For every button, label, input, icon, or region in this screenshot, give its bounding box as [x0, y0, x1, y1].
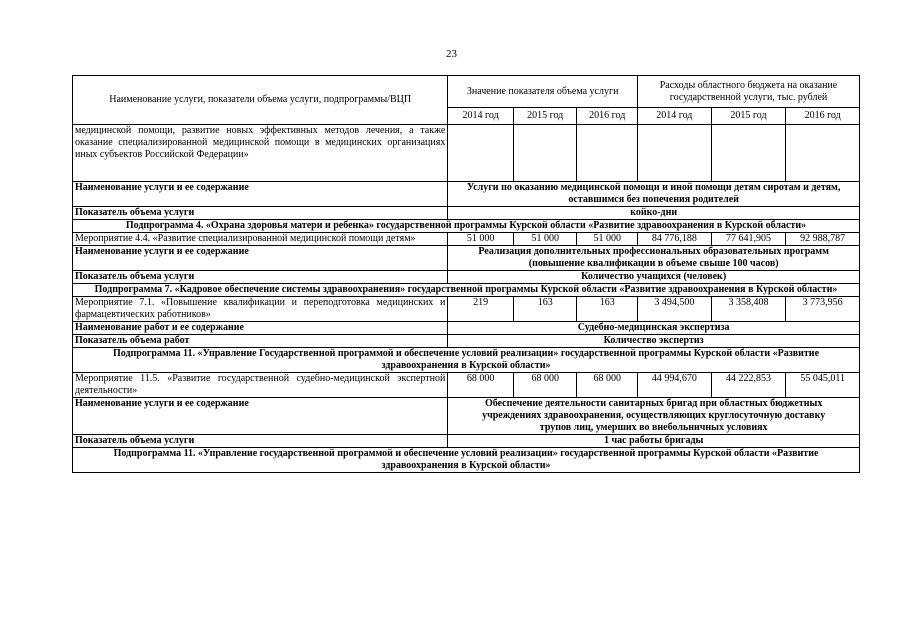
- table-row: [73, 271, 860, 284]
- table-row: [73, 207, 860, 220]
- year-cell: 2014 год: [448, 108, 514, 125]
- subprogram-heading: Подпрограмма 4. «Охрана здоровья матери и ребенка» государственной программы Курской области «Развитие здравоохранения в Курской области»: [73, 220, 860, 233]
- table-row: [73, 348, 860, 373]
- table-row: [73, 182, 860, 207]
- table-row: [73, 284, 860, 297]
- service-label: Наименование услуги и ее содержание: [73, 182, 448, 207]
- table-row: [73, 297, 860, 322]
- value-cell: 163: [577, 297, 638, 322]
- header-budget-expenses: Расходы областного бюджета на оказание государственной услуги, тыс. рублей: [638, 76, 860, 108]
- value-cell: 44 994,670: [638, 373, 712, 398]
- table-row: [73, 125, 860, 182]
- indicator-label: Показатель объема услуги: [73, 435, 448, 448]
- header-service-name: Наименование услуги, показатели объема услуги, подпрограммы/ВЦП: [73, 76, 448, 125]
- year-cell: 2015 год: [513, 108, 577, 125]
- measure-text: Мероприятие 7.1. «Повышение квалификации и переподготовка медицинских и фармацевтических работников»: [73, 297, 448, 322]
- table-row: [73, 435, 860, 448]
- value-cell: 44 222,853: [711, 373, 786, 398]
- work-label: Наименование работ и ее содержание: [73, 322, 448, 335]
- table-row: [73, 448, 860, 473]
- value-cell: 92 988,787: [786, 233, 860, 246]
- indicator-value: Количество экспертиз: [448, 335, 860, 348]
- year-cell: 2016 год: [786, 108, 860, 125]
- header-row: [73, 76, 860, 108]
- continuation-text: медицинской помощи, развитие новых эффективных методов лечения, а также оказание специализированной медицинской помощи в медицинских организациях иных субъектов Российской Федерации»: [73, 125, 448, 182]
- value-cell: 3 358,408: [711, 297, 786, 322]
- indicator-label: Показатель объема услуги: [73, 271, 448, 284]
- indicator-label: Показатель объема услуги: [73, 207, 448, 220]
- table-row: [73, 322, 860, 335]
- service-label: Наименование услуги и ее содержание: [73, 246, 448, 271]
- table-row: [73, 335, 860, 348]
- measure-text: Мероприятие 4.4. «Развитие специализированной медицинской помощи детям»: [73, 233, 448, 246]
- value-cell: 219: [448, 297, 514, 322]
- table-row: [73, 246, 860, 271]
- value-cell: 68 000: [513, 373, 577, 398]
- service-value: Реализация дополнительных профессиональных образовательных программ (повышение квалификации в объеме свыше 100 часов): [448, 246, 860, 271]
- subprogram-heading: Подпрограмма 7. «Кадровое обеспечение системы здравоохранения» государственной программы Курской области «Развитие здравоохранения в Курской области»: [73, 284, 860, 297]
- value-cell: 51 000: [513, 233, 577, 246]
- value-cell: 84 776,188: [638, 233, 712, 246]
- table-row: [73, 373, 860, 398]
- measure-text: Мероприятие 11.5. «Развитие государственной судебно-медицинской экспертной деятельности»: [73, 373, 448, 398]
- subprogram-heading: Подпрограмма 11. «Управление Государственной программой и обеспечение условий реализации» государственной программы Курской области «Развитие здравоохранения в Курской области»: [73, 348, 860, 373]
- service-label: Наименование услуги и ее содержание: [73, 398, 448, 435]
- value-cell: 68 000: [577, 373, 638, 398]
- value-cell: 163: [513, 297, 577, 322]
- subprogram-heading: Подпрограмма 11. «Управление государственной программой и обеспечение условий реализации» государственной программы Курской области «Развитие здравоохранения в Курской области»: [73, 448, 860, 473]
- header-indicator-value: Значение показателя объема услуги: [448, 76, 638, 108]
- page-number: 23: [446, 48, 457, 60]
- table-row: [73, 220, 860, 233]
- value-cell: 55 045,011: [786, 373, 860, 398]
- value-cell: 77 641,905: [711, 233, 786, 246]
- year-cell: 2016 год: [577, 108, 638, 125]
- service-value: Услуги по оказанию медицинской помощи и иной помощи детям сиротам и детям, оставшимся без попечения родителей: [448, 182, 860, 207]
- value-cell: 51 000: [577, 233, 638, 246]
- service-value: Обеспечение деятельности санитарных бригад при областных бюджетных учреждениях здравоохранения, осуществляющих круглосуточную доставку трупов лиц, умерших во внебольничных условиях: [448, 398, 860, 435]
- value-cell: 68 000: [448, 373, 514, 398]
- indicator-value: Количество учащихся (человек): [448, 271, 860, 284]
- value-cell: 51 000: [448, 233, 514, 246]
- table-row: [73, 398, 860, 435]
- value-cell: 3 773,956: [786, 297, 860, 322]
- indicator-value: койко-дни: [448, 207, 860, 220]
- indicator-label: Показатель объема работ: [73, 335, 448, 348]
- year-cell: 2014 год: [638, 108, 712, 125]
- work-value: Судебно-медицинская экспертиза: [448, 322, 860, 335]
- budget-table: [72, 75, 860, 473]
- year-cell: 2015 год: [711, 108, 786, 125]
- indicator-value: 1 час работы бригады: [448, 435, 860, 448]
- value-cell: 3 494,500: [638, 297, 712, 322]
- table-row: [73, 233, 860, 246]
